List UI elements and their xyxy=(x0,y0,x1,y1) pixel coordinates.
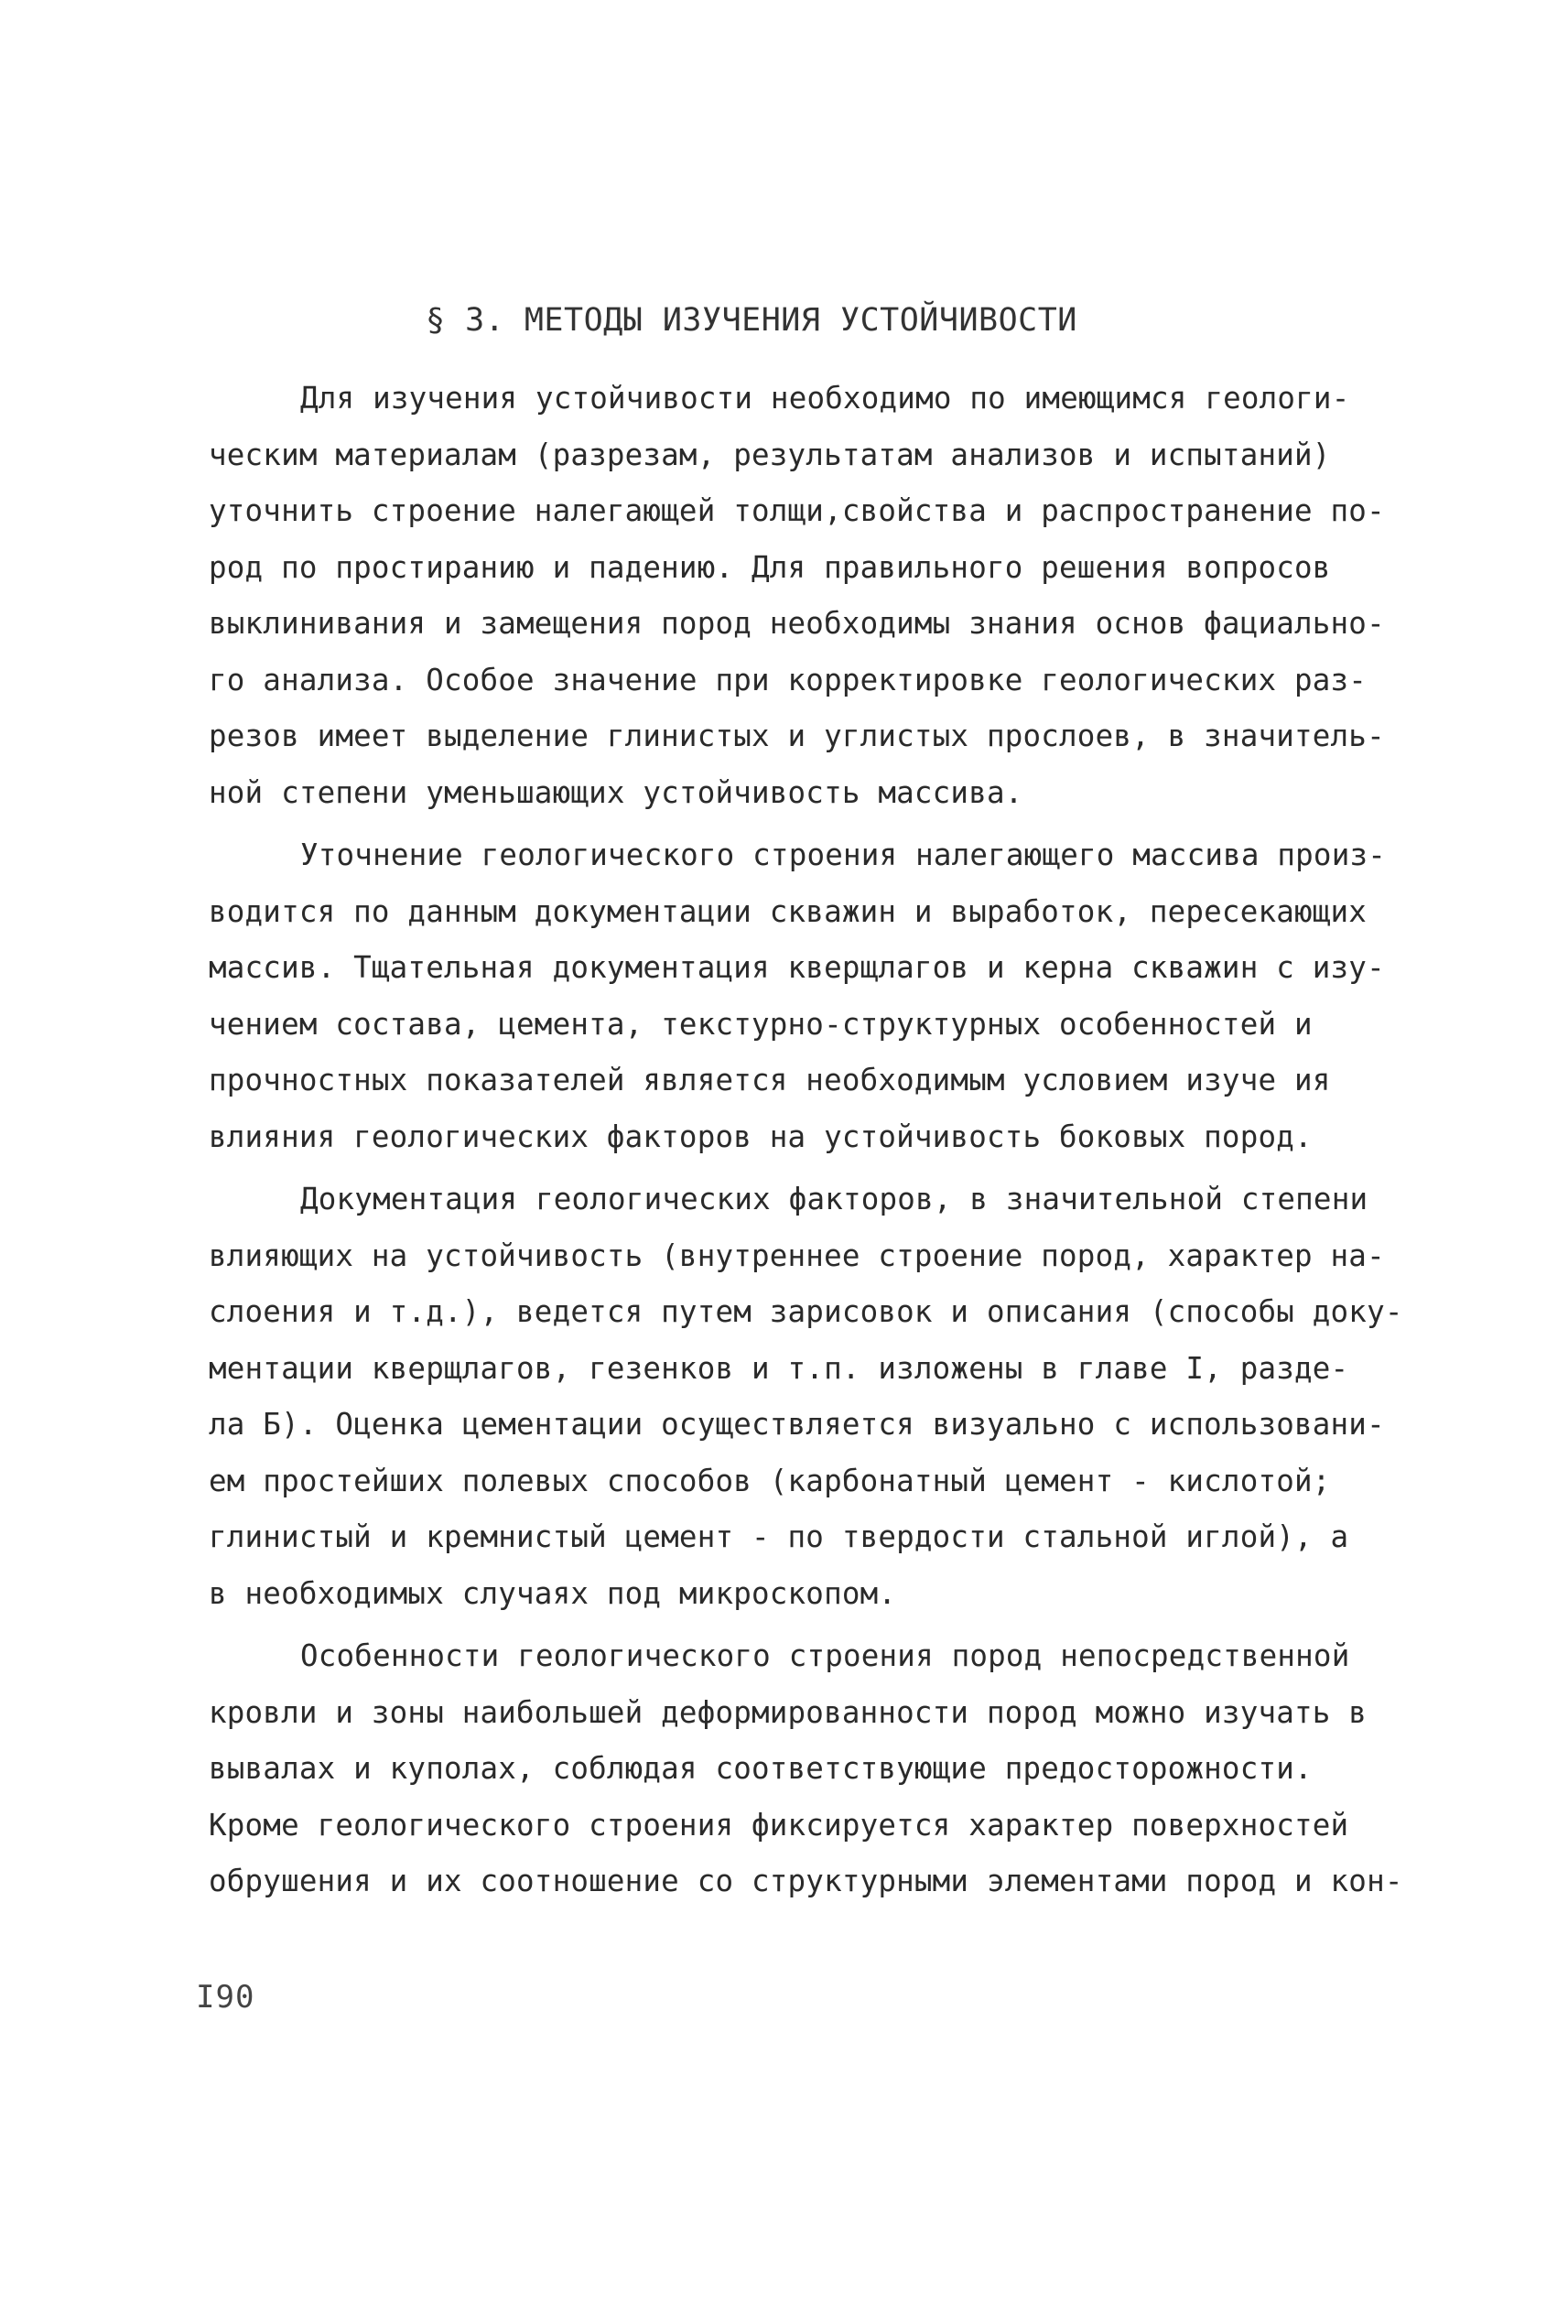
text-line: массив. Тщательная документация кверщлагов и керна скважин с изу- xyxy=(209,950,1385,985)
text-line: ной степени уменьшающих устойчивость массива. xyxy=(209,774,1023,810)
text-line: глинистый и кремнистый цемент - по твердости стальной иглой), а xyxy=(209,1519,1349,1554)
text-line: прочностных показателей является необходимым условием изуче ия xyxy=(209,1063,1331,1097)
text-line: Уточнение геологического строения налегающего массива произ- xyxy=(300,838,1386,872)
text-line: род по простиранию и падению. Для правильного решения вопросов xyxy=(209,549,1331,585)
text-line: чением состава, цемента, текстурно-структурных особенностей и xyxy=(209,1006,1313,1042)
paragraph-gap xyxy=(209,1622,1417,1628)
page-number: I90 xyxy=(196,1979,255,2016)
text-line: обрушения и их соотношение со структурными элементами пород и кон- xyxy=(209,1864,1403,1898)
text-line: Документация геологических факторов, в значительной степени xyxy=(300,1182,1368,1216)
text-line: резов имеет выделение глинистых и углистых прослоев, в значитель- xyxy=(209,719,1385,753)
text-line: выклинивания и замещения пород необходимы знания основ фациально- xyxy=(209,606,1385,641)
text-line: Кроме геологического строения фиксируется характер поверхностей xyxy=(209,1807,1349,1843)
text-line: в необходимых случаях под микроскопом. xyxy=(209,1575,897,1611)
text-line: слоения и т.д.), ведется путем зарисовок и описания (способы доку- xyxy=(209,1294,1403,1329)
text-line: водится по данным документации скважин и выработок, пересекающих xyxy=(209,893,1368,929)
text-line: ческим материалам (разрезам, результатам анализов и испытаний) xyxy=(209,437,1331,472)
text-line: ментации кверщлагов, гезенков и т.п. изложены в главе I, разде- xyxy=(209,1350,1349,1386)
text-line: ем простейших полевых способов (карбонатный цемент - кислотой; xyxy=(209,1463,1331,1498)
text-line: ла Б). Оценка цементации осуществляется визуально с использовани- xyxy=(209,1407,1385,1442)
text-line: уточнить строение налегающей толщи,свойства и распространение по- xyxy=(209,493,1385,528)
text-line: кровли и зоны наибольшей деформированности пород можно изучать в xyxy=(209,1694,1368,1730)
text-line: Особенности геологического строения пород непосредственной xyxy=(300,1638,1350,1673)
paragraph-gap xyxy=(209,821,1417,827)
text-line: влияющих на устойчивость (внутреннее строение пород, характер на- xyxy=(209,1238,1385,1273)
text-line: го анализа. Особое значение при корректировке геологических раз- xyxy=(209,662,1368,697)
text-line: вывалах и куполах, соблюдая соответствующие предосторожности. xyxy=(209,1751,1313,1786)
body-text xyxy=(209,371,1417,1910)
text-line: Для изучения устойчивости необходимо по имеющимся геологи- xyxy=(300,381,1350,416)
text-line: влияния геологических факторов на устойчивость боковых пород. xyxy=(209,1119,1313,1154)
section-heading: § 3. МЕТОДЫ ИЗУЧЕНИЯ УСТОЙЧИВОСТИ xyxy=(426,302,1077,339)
paragraph-gap xyxy=(209,1165,1417,1172)
